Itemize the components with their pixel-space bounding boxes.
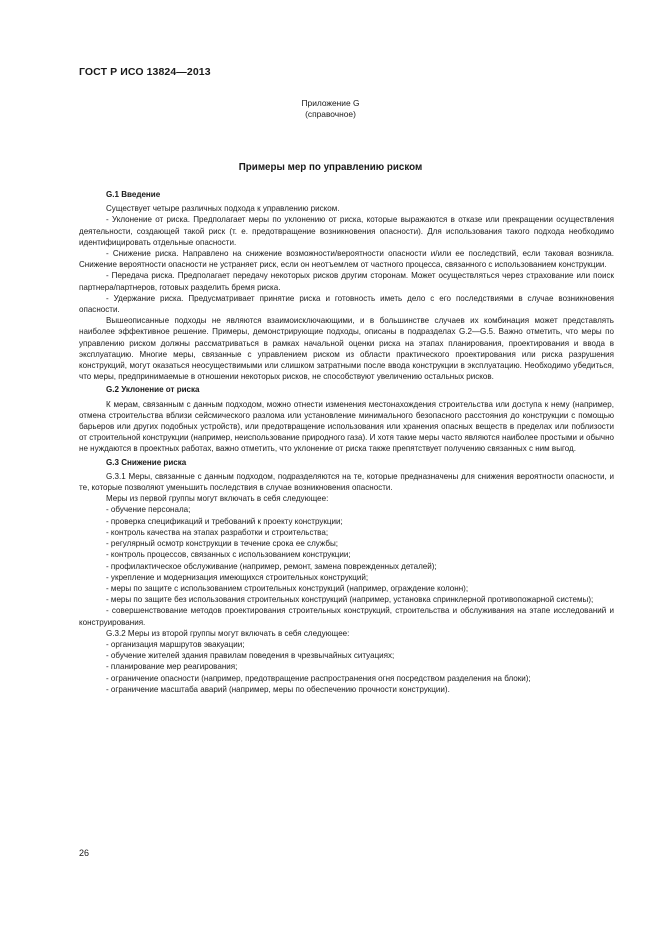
paragraph: - Снижение риска. Направлено на снижение возможности/вероятности опасности и/или ее последствий, если таковая возникла. Снижение вероятности опасности не устраняет риск, если он неотъемлем от частного процесса, связанного с использованием конструкции. [79,249,614,270]
list-item: - обучение персонала; [106,505,191,515]
paragraph: G.3.1 Меры, связанные с данным подходом, подразделяются на те, которые предназначены для снижения вероятности опасности, и те, которые позволяют уменьшить последствия в случае возникновения опасности. [79,471,614,493]
page-number: 26 [79,848,90,858]
paragraph: Существует четыре различных подхода к управлению риском. [106,204,340,214]
section-heading-g1: G.1 Введение [106,190,161,199]
annex-note: (справочное) [305,109,356,119]
list-item: - совершенствование методов проектирования строительных конструкций, строительства и обслуживания на этапе исследований и конструирования. [79,606,614,627]
paragraph: К мерам, связанным с данным подходом, можно отнести изменения местонахождения строительства или доступа к нему (например, отмена строительства вблизи сейсмического разлома или установление минимального безопасного расстояния до конструкции с помощью барьеров или других подобных устройств), или предотвращение использования или хранения опасных веществ в пределах или поблизости от строительной конструкции (например, неиспользование природного газа). И хотя такие меры часто являются наиболее простыми и обычно не нуждаются в проектных работах, важно отметить, что уклонение от риска также препятствует получению связанных с ним выгод. [79,399,614,454]
document-header: ГОСТ Р ИСО 13824—2013 [79,66,211,78]
document-body [79,188,614,695]
list-item: - контроль качества на этапах разработки и строительства; [106,527,329,537]
list-item: - регулярный осмотр конструкции в течение срока ее службы; [106,539,338,549]
paragraph: - Передача риска. Предполагает передачу некоторых рисков другим сторонам. Может осуществляться через страхование или поиск партнера/партнеров, готовых разделить бремя риска. [79,271,614,292]
annex-block [0,98,661,120]
list-item: - обучение жителей здания правилам поведения в чрезвычайных ситуациях; [106,651,395,661]
list-item: - организация маршрутов эвакуации; [106,639,245,649]
list-item: - ограничение масштаба аварий (например, меры по обеспечению прочности конструкции). [106,684,450,694]
paragraph: Вышеописанные подходы не являются взаимоисключающими, и в большинстве случаев их комбинация может представлять наиболее эффективное решение. Примеры, демонстрирующие подходы, описаны в подразделах G.2—G.5. Важно отметить, что меры по управлению риском должны рассматриваться в рамках начальной оценки риска на этапах планирования, проектирования и ввода в эксплуатацию. Многие меры, связанные с управлением риском из области практического проектирования или риска разрушения конструкций, могут оказаться неосуществимыми или слишком затратными после ввода конструкции в эксплуатацию. Необходимо убедиться, что меры, предпринимаемые в отношении некоторых рисков, не способствуют увеличению остальных рисков. [79,316,614,382]
list-item: - контроль процессов, связанных с использованием конструкции; [106,550,351,560]
paragraph: - Уклонение от риска. Предполагает меры по уклонению от риска, которые выражаются в отказе или прекращении осуществления деятельности, создающей такой риск (т. е. предотвращение возникновения опасности). Для использования такого подхода необходимо идентифицировать отдельные опасности. [79,215,614,247]
list-item: - проверка спецификаций и требований к проекту конструкции; [106,516,343,526]
section-heading-g3: G.3 Снижение риска [106,457,187,467]
list-item: - ограничение опасности (например, предотвращение распространения огня посредством разделения на блоки); [106,673,531,683]
list-item: - меры по защите с использованием строительных конструкций (например, ограждение колонн); [106,583,469,593]
page-title: Примеры мер по управлению риском [238,162,423,173]
paragraph: - Удержание риска. Предусматривает принятие риска и готовность иметь дело с его последствиями в случае возникновения опасности. [79,293,614,315]
section-heading-g2: G.2 Уклонение от риска [106,385,200,395]
annex-label: Приложение G [301,98,360,108]
list-item: - планирование мер реагирования; [106,662,238,672]
list-item: - меры по защите без использования строительных конструкций (например, установка спринклерной противопожарной системы); [106,595,594,605]
list-item: - профилактическое обслуживание (например, ремонт, замена поврежденных деталей); [106,561,437,571]
list-item: - укрепление и модернизация имеющихся строительных конструкций; [106,572,369,582]
paragraph: G.3.2 Меры из второй группы могут включать в себя следующее: [106,628,350,638]
list-intro: Меры из первой группы могут включать в себя следующее: [106,494,329,504]
